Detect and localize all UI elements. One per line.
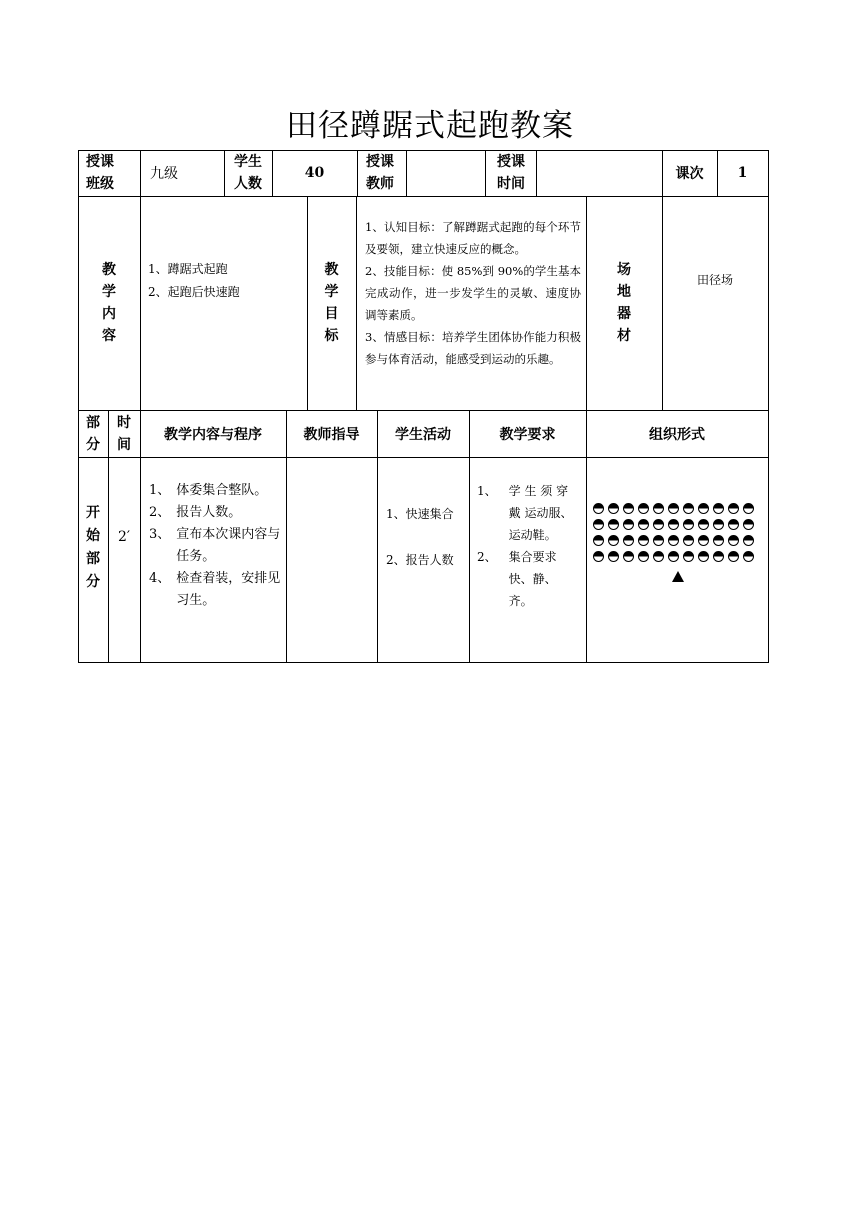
student-dot-icon bbox=[713, 535, 724, 546]
goal-list bbox=[365, 216, 581, 370]
student-dot-icon bbox=[638, 519, 649, 530]
student-dot-icon bbox=[698, 535, 709, 546]
student-dot-icon bbox=[653, 535, 664, 546]
venue-value: 田径场 bbox=[696, 273, 733, 287]
activity-item: 1、快速集合 bbox=[386, 507, 454, 521]
student-dot-icon bbox=[623, 519, 634, 530]
activity-item: 2、报告人数 bbox=[386, 553, 454, 567]
student-dot-icon bbox=[743, 551, 754, 562]
col-activity: 学生活动 bbox=[395, 426, 451, 443]
student-row bbox=[593, 535, 763, 546]
step-item: 4、 检查着装，安排见习生。 bbox=[149, 571, 281, 608]
section-time: 2′ bbox=[117, 529, 131, 545]
content-list bbox=[148, 258, 240, 304]
student-dot-icon bbox=[653, 503, 664, 514]
guide-cell bbox=[286, 457, 377, 662]
lesson-value: 1 bbox=[737, 165, 748, 181]
student-dot-icon bbox=[683, 535, 694, 546]
content-item: 2、起跑后快速跑 bbox=[148, 285, 240, 299]
student-dot-icon bbox=[638, 551, 649, 562]
col-organization: 组织形式 bbox=[649, 426, 705, 443]
student-dot-icon bbox=[668, 551, 679, 562]
student-dot-icon bbox=[728, 519, 739, 530]
student-dot-icon bbox=[668, 535, 679, 546]
steps-list bbox=[149, 480, 282, 612]
step-item: 1、 体委集合整队。 bbox=[149, 483, 268, 498]
col-time: 时 间 bbox=[117, 414, 131, 453]
student-dot-icon bbox=[698, 551, 709, 562]
student-dot-icon bbox=[668, 503, 679, 514]
student-dot-icon bbox=[713, 519, 724, 530]
student-dot-icon bbox=[593, 519, 604, 530]
student-row bbox=[593, 519, 763, 530]
col-requirement: 教学要求 bbox=[499, 426, 556, 443]
lesson-label: 课次 bbox=[675, 166, 704, 182]
teacher-value bbox=[406, 150, 485, 196]
page-title: 田径蹲踞式起跑教案 bbox=[286, 108, 574, 144]
student-dot-icon bbox=[623, 503, 634, 514]
requirement-item: 2、 集合要求快、静、齐。 bbox=[477, 550, 557, 608]
student-dot-icon bbox=[728, 551, 739, 562]
time-value bbox=[536, 150, 662, 196]
student-dot-icon bbox=[728, 503, 739, 514]
student-grid bbox=[593, 503, 763, 562]
student-dot-icon bbox=[608, 551, 619, 562]
student-dot-icon bbox=[698, 503, 709, 514]
student-dot-icon bbox=[623, 551, 634, 562]
student-dot-icon bbox=[743, 503, 754, 514]
students-value: 40 bbox=[304, 165, 325, 181]
student-dot-icon bbox=[728, 535, 739, 546]
student-row bbox=[593, 503, 763, 514]
requirement-list bbox=[477, 480, 580, 612]
student-dot-icon bbox=[683, 551, 694, 562]
student-dot-icon bbox=[713, 503, 724, 514]
col-guide: 教师指导 bbox=[303, 426, 360, 443]
content-item: 1、蹲踞式起跑 bbox=[148, 262, 228, 276]
step-item: 2、 报告人数。 bbox=[149, 505, 242, 520]
col-content: 教学内容与程序 bbox=[164, 426, 262, 443]
goal-item: 1、认知目标：了解蹲踞式起跑的每个环节及要领，建立快速反应的概念。 bbox=[365, 220, 581, 256]
venue-label: 场地器材 bbox=[617, 262, 631, 344]
step-item: 3、 宣布本次课内容与任务。 bbox=[149, 527, 281, 564]
teacher-marker-icon bbox=[672, 571, 684, 582]
student-dot-icon bbox=[743, 519, 754, 530]
col-part: 部 分 bbox=[86, 414, 100, 453]
student-dot-icon bbox=[713, 551, 724, 562]
teacher-label: 授课 教师 bbox=[366, 154, 394, 192]
student-dot-icon bbox=[638, 535, 649, 546]
student-row bbox=[593, 551, 763, 562]
student-dot-icon bbox=[668, 519, 679, 530]
student-dot-icon bbox=[698, 519, 709, 530]
student-dot-icon bbox=[743, 535, 754, 546]
goal-item: 3、情感目标：培养学生团体协作能力积极参与体育活动，能感受到运动的乐趣。 bbox=[365, 330, 581, 366]
student-dot-icon bbox=[593, 551, 604, 562]
formation-diagram bbox=[593, 503, 763, 582]
student-dot-icon bbox=[683, 519, 694, 530]
class-label: 授课 班级 bbox=[86, 154, 114, 192]
student-dot-icon bbox=[653, 519, 664, 530]
time-label: 授课 时间 bbox=[497, 154, 525, 192]
goal-item: 2、技能目标：使 85%到 90%的学生基本完成动作，进一步发学生的灵敏、速度协调等素质。 bbox=[365, 264, 581, 322]
student-dot-icon bbox=[593, 503, 604, 514]
student-dot-icon bbox=[608, 535, 619, 546]
class-value: 九级 bbox=[150, 166, 178, 182]
section-part: 开始部分 bbox=[86, 505, 100, 590]
student-dot-icon bbox=[608, 503, 619, 514]
student-dot-icon bbox=[593, 535, 604, 546]
activity-list bbox=[386, 503, 469, 571]
student-dot-icon bbox=[638, 503, 649, 514]
requirement-item: 1、 学 生 须 穿 戴 运动服、运动鞋。 bbox=[477, 484, 573, 542]
student-dot-icon bbox=[623, 535, 634, 546]
goal-label: 教学目标 bbox=[324, 262, 339, 344]
student-dot-icon bbox=[653, 551, 664, 562]
content-label: 教学内容 bbox=[102, 262, 116, 344]
student-dot-icon bbox=[608, 519, 619, 530]
students-label: 学生 人数 bbox=[234, 154, 262, 192]
student-dot-icon bbox=[683, 503, 694, 514]
